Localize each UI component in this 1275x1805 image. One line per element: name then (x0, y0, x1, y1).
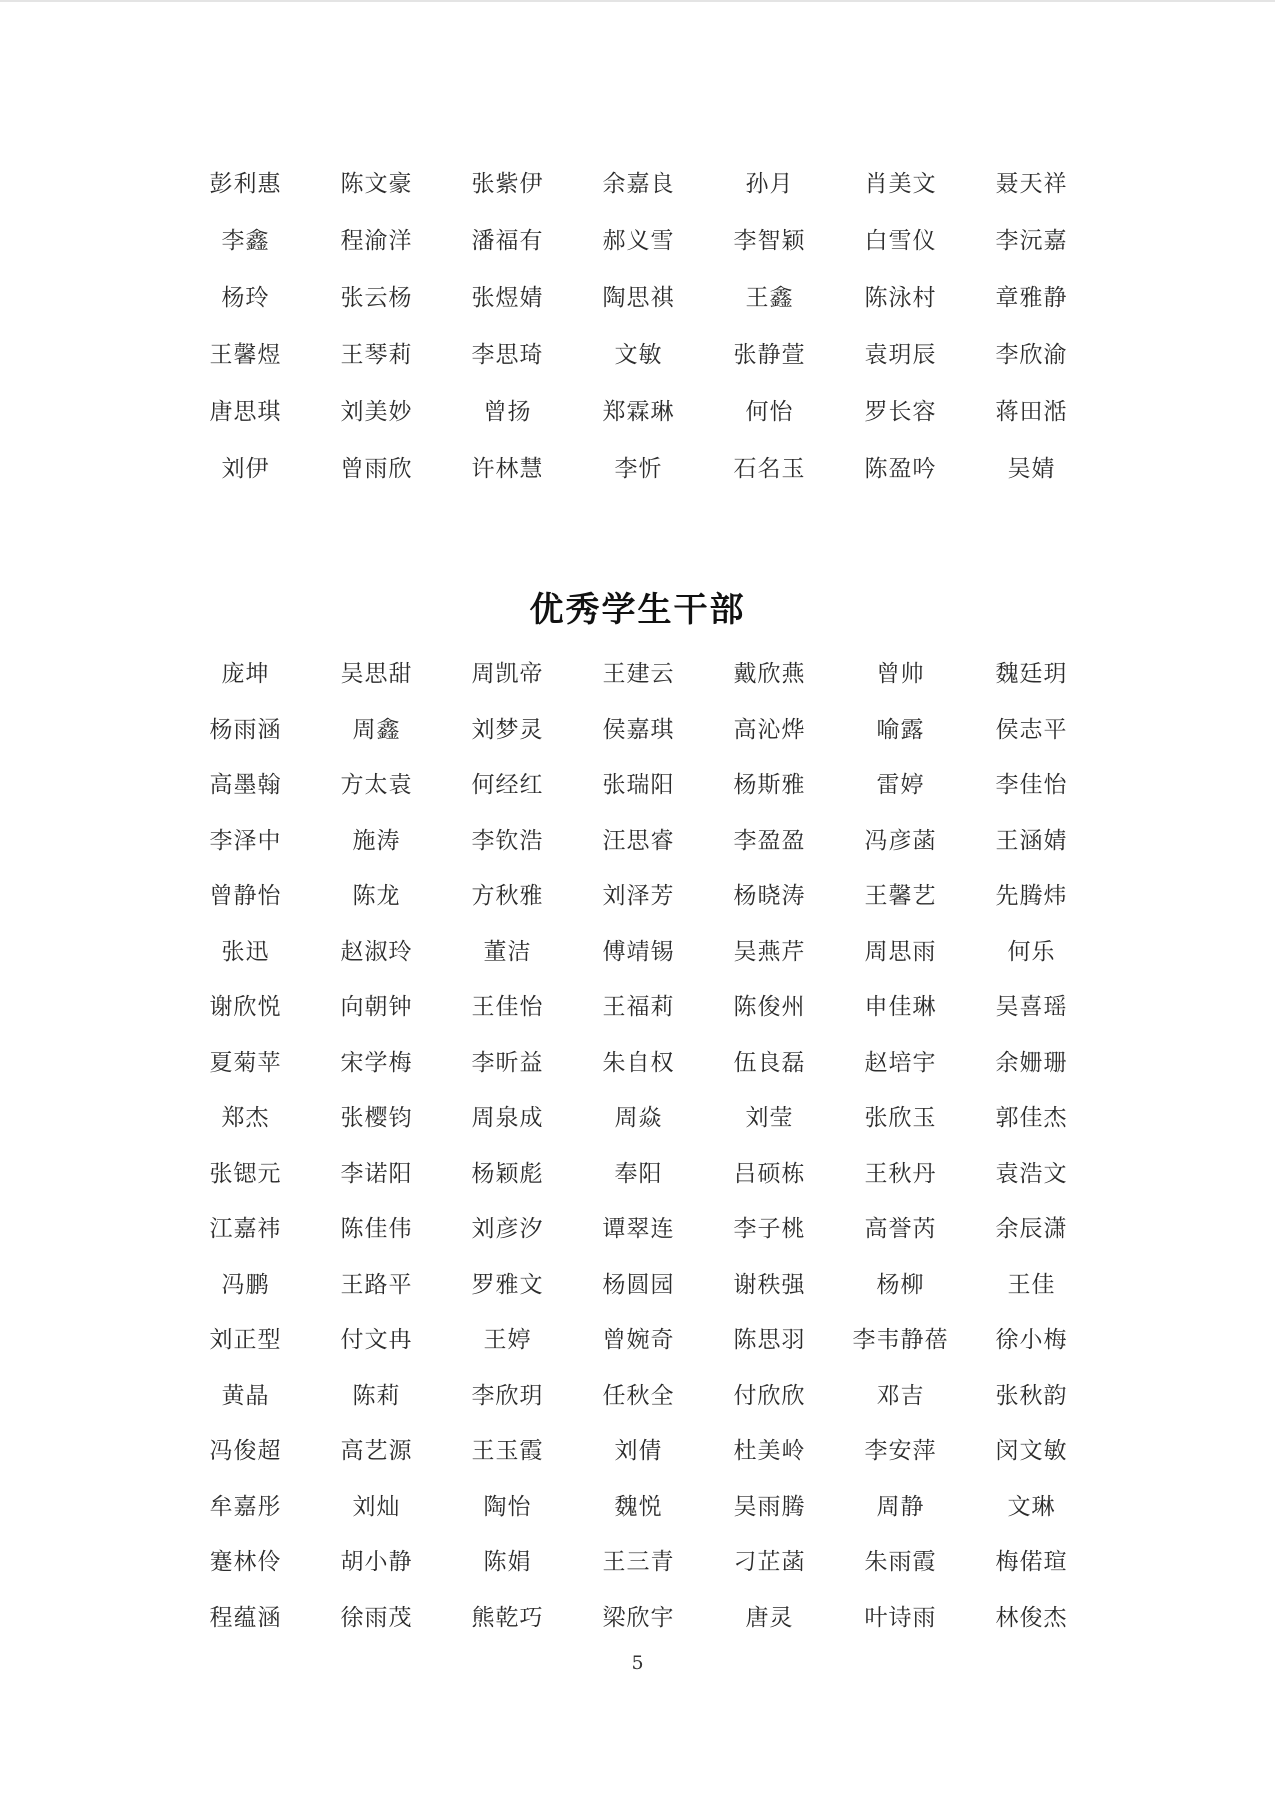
name-entry: 郝义雪 (602, 228, 675, 254)
name-entry: 先腾炜 (995, 883, 1068, 909)
name-entry: 胡小静 (340, 1549, 413, 1575)
name-entry: 王秋丹 (864, 1160, 937, 1187)
name-entry: 张紫伊 (471, 171, 544, 197)
name-entry: 李思琦 (471, 342, 544, 368)
name-entry: 王佳 (1007, 1271, 1056, 1298)
name-entry: 傅靖锡 (602, 938, 675, 965)
name-entry: 邓吉 (876, 1382, 925, 1409)
name-entry: 徐雨茂 (340, 1604, 413, 1631)
name-entry: 谢欣悦 (209, 994, 282, 1020)
name-entry: 章雅静 (995, 285, 1068, 311)
name-entry: 石名玉 (733, 456, 806, 482)
name-entry: 李钦浩 (471, 827, 544, 854)
name-entry: 朱雨霞 (864, 1549, 937, 1575)
name-entry: 刘灿 (352, 1493, 401, 1520)
name-entry: 陶思祺 (602, 285, 675, 311)
name-entry: 董洁 (483, 938, 532, 965)
name-entry: 梁欣宇 (602, 1604, 675, 1631)
name-entry: 付欣欣 (733, 1382, 806, 1409)
name-entry: 李欣玥 (471, 1382, 544, 1409)
name-entry: 张秋韵 (995, 1382, 1068, 1409)
name-entry: 赵培宇 (864, 1049, 937, 1076)
name-entry: 杨晓涛 (733, 883, 806, 909)
name-entry: 王婷 (483, 1327, 532, 1353)
name-entry: 冯彦菡 (864, 827, 937, 854)
name-entry: 高艺源 (340, 1438, 413, 1464)
name-entry: 袁玥辰 (864, 342, 937, 368)
name-entry: 刘伊 (221, 456, 270, 482)
name-entry: 王涵婧 (995, 827, 1068, 854)
name-entry: 谭翠连 (602, 1216, 675, 1242)
name-entry: 魏悦 (614, 1493, 663, 1520)
name-entry: 曾扬 (483, 399, 532, 425)
name-entry: 陈思羽 (733, 1327, 806, 1353)
name-entry: 高沁烨 (733, 716, 806, 743)
name-entry: 张瑞阳 (602, 772, 675, 798)
name-entry: 杨颖彪 (471, 1160, 544, 1187)
name-entry: 吴雨腾 (733, 1493, 806, 1520)
name-entry: 冯鹏 (221, 1271, 270, 1298)
name-entry: 向朝钟 (340, 994, 413, 1020)
name-entry: 刁芷菡 (733, 1549, 806, 1575)
name-entry: 蒋田湉 (995, 399, 1068, 425)
name-entry: 杨斯雅 (733, 772, 806, 798)
name-entry: 吴燕芹 (733, 938, 806, 965)
name-entry: 牟嘉彤 (209, 1493, 282, 1520)
name-entry: 余姗珊 (995, 1049, 1068, 1076)
name-entry: 周焱 (614, 1105, 663, 1131)
name-entry: 李鑫 (221, 228, 270, 254)
name-entry: 刘梦灵 (471, 716, 544, 743)
name-entry: 吴思甜 (340, 661, 413, 687)
name-entry: 李子桃 (733, 1216, 806, 1242)
page-top-edge (0, 0, 1275, 2)
name-entry: 周泉成 (471, 1105, 544, 1131)
name-entry: 王玉霞 (471, 1438, 544, 1464)
name-entry: 陈泳村 (864, 285, 937, 311)
name-entry: 杨玲 (221, 285, 270, 311)
name-entry: 孙月 (745, 171, 794, 197)
name-entry: 李安萍 (864, 1438, 937, 1464)
name-entry: 王馨煜 (209, 342, 282, 368)
name-entry: 赵淑玲 (340, 938, 413, 965)
name-entry: 李忻 (614, 456, 663, 482)
name-entry: 郑杰 (221, 1105, 270, 1131)
name-entry: 王琴莉 (340, 342, 413, 368)
name-entry: 何经红 (471, 772, 544, 798)
name-entry: 李沅嘉 (995, 228, 1068, 254)
name-entry: 方秋雅 (471, 883, 544, 909)
name-entry: 刘美妙 (340, 399, 413, 425)
name-entry: 李昕益 (471, 1049, 544, 1076)
name-entry: 袁浩文 (995, 1160, 1068, 1187)
name-entry: 何乐 (1007, 938, 1056, 965)
name-entry: 曾雨欣 (340, 456, 413, 482)
name-entry: 张樱钧 (340, 1105, 413, 1131)
name-entry: 李欣渝 (995, 342, 1068, 368)
name-list-top (180, 165, 1100, 507)
name-entry: 张迅 (221, 938, 270, 965)
name-entry: 戴欣燕 (733, 661, 806, 687)
name-entry: 熊乾巧 (471, 1604, 544, 1631)
name-entry: 张欣玉 (864, 1105, 937, 1131)
name-entry: 张静萱 (733, 342, 806, 368)
name-entry: 叶诗雨 (864, 1604, 937, 1631)
name-entry: 王三青 (602, 1549, 675, 1575)
name-entry: 魏廷玥 (995, 661, 1068, 687)
name-entry: 曾静怡 (209, 883, 282, 909)
name-entry: 余辰潇 (995, 1216, 1068, 1242)
name-entry: 聂天祥 (995, 171, 1068, 197)
name-entry: 罗雅文 (471, 1271, 544, 1298)
name-entry: 周鑫 (352, 716, 401, 743)
name-entry: 吴喜瑶 (995, 994, 1068, 1020)
name-entry: 任秋全 (602, 1382, 675, 1409)
name-entry: 陈娟 (483, 1549, 532, 1575)
name-entry: 王鑫 (745, 285, 794, 311)
page-number: 5 (631, 1652, 644, 1674)
name-entry: 庞坤 (221, 661, 270, 687)
name-entry: 杨柳 (876, 1271, 925, 1298)
name-entry: 侯嘉琪 (602, 716, 675, 743)
name-entry: 陈莉 (352, 1382, 401, 1409)
name-entry: 罗长容 (864, 399, 937, 425)
name-entry: 闵文敏 (995, 1438, 1068, 1464)
name-entry: 陈龙 (352, 883, 401, 909)
name-entry: 刘泽芳 (602, 883, 675, 909)
name-entry: 郑霖琳 (602, 399, 675, 425)
name-entry: 许林慧 (471, 456, 544, 482)
section-title: 优秀学生干部 (529, 590, 746, 630)
name-entry: 彭利惠 (209, 171, 282, 197)
name-entry: 张煜婧 (471, 285, 544, 311)
name-entry: 陈盈吟 (864, 456, 937, 482)
name-entry: 杜美岭 (733, 1438, 806, 1464)
name-entry: 杨圆园 (602, 1271, 675, 1298)
name-entry: 夏菊苹 (209, 1049, 282, 1076)
name-entry: 程渝洋 (340, 228, 413, 254)
name-entry: 张云杨 (340, 285, 413, 311)
name-entry: 刘莹 (745, 1105, 794, 1131)
name-entry: 刘正型 (209, 1327, 282, 1353)
name-list-outstanding-cadres (180, 655, 1100, 1654)
name-entry: 杨雨涵 (209, 716, 282, 743)
name-entry: 蹇林伶 (209, 1549, 282, 1575)
name-entry: 白雪仪 (864, 228, 937, 254)
name-entry: 唐灵 (745, 1604, 794, 1631)
name-entry: 周凯帝 (471, 661, 544, 687)
name-entry: 刘彦汐 (471, 1216, 544, 1242)
name-entry: 高誉芮 (864, 1216, 937, 1242)
name-entry: 王路平 (340, 1271, 413, 1298)
name-entry: 林俊杰 (995, 1604, 1068, 1631)
name-entry: 朱自权 (602, 1049, 675, 1076)
name-entry: 侯志平 (995, 716, 1068, 743)
name-entry: 高墨翰 (209, 772, 282, 798)
name-entry: 王福莉 (602, 994, 675, 1020)
name-entry: 郭佳杰 (995, 1105, 1068, 1131)
name-entry: 李盈盈 (733, 827, 806, 854)
name-entry: 徐小梅 (995, 1327, 1068, 1353)
name-entry: 吕硕栋 (733, 1160, 806, 1187)
name-entry: 刘倩 (614, 1438, 663, 1464)
name-entry: 李诺阳 (340, 1160, 413, 1187)
name-entry: 唐思琪 (209, 399, 282, 425)
name-entry: 肖美文 (864, 171, 937, 197)
name-entry: 何怡 (745, 399, 794, 425)
name-entry: 梅偌瑄 (995, 1549, 1068, 1575)
name-entry: 曾帅 (876, 661, 925, 687)
name-entry: 李智颖 (733, 228, 806, 254)
name-entry: 方太袁 (340, 772, 413, 798)
name-entry: 喻露 (876, 716, 925, 743)
name-entry: 汪思睿 (602, 827, 675, 854)
name-entry: 陈俊州 (733, 994, 806, 1020)
name-entry: 张锶元 (209, 1160, 282, 1187)
name-entry: 余嘉良 (602, 171, 675, 197)
name-entry: 程蕴涵 (209, 1604, 282, 1631)
name-entry: 李韦静蓓 (852, 1327, 949, 1353)
name-entry: 陈佳伟 (340, 1216, 413, 1242)
name-entry: 冯俊超 (209, 1438, 282, 1464)
name-entry: 吴婧 (1007, 456, 1056, 482)
name-entry: 黄晶 (221, 1382, 270, 1409)
name-entry: 周静 (876, 1493, 925, 1520)
name-entry: 付文冉 (340, 1327, 413, 1353)
name-entry: 文敏 (614, 342, 663, 368)
name-entry: 王馨艺 (864, 883, 937, 909)
name-entry: 王佳怡 (471, 994, 544, 1020)
name-entry: 伍良磊 (733, 1049, 806, 1076)
name-entry: 潘福有 (471, 228, 544, 254)
name-entry: 曾婉奇 (602, 1327, 675, 1353)
name-entry: 雷婷 (876, 772, 925, 798)
name-entry: 陈文豪 (340, 171, 413, 197)
name-entry: 申佳琳 (864, 994, 937, 1020)
name-entry: 周思雨 (864, 938, 937, 965)
name-entry: 李佳怡 (995, 772, 1068, 798)
name-entry: 宋学梅 (340, 1049, 413, 1076)
name-entry: 李泽中 (209, 827, 282, 854)
name-entry: 王建云 (602, 661, 675, 687)
name-entry: 江嘉祎 (209, 1216, 282, 1242)
name-entry: 文琳 (1007, 1493, 1056, 1520)
name-entry: 陶怡 (483, 1493, 532, 1520)
name-entry: 奉阳 (614, 1160, 663, 1187)
name-entry: 谢秩强 (733, 1271, 806, 1298)
name-entry: 施涛 (352, 827, 401, 854)
